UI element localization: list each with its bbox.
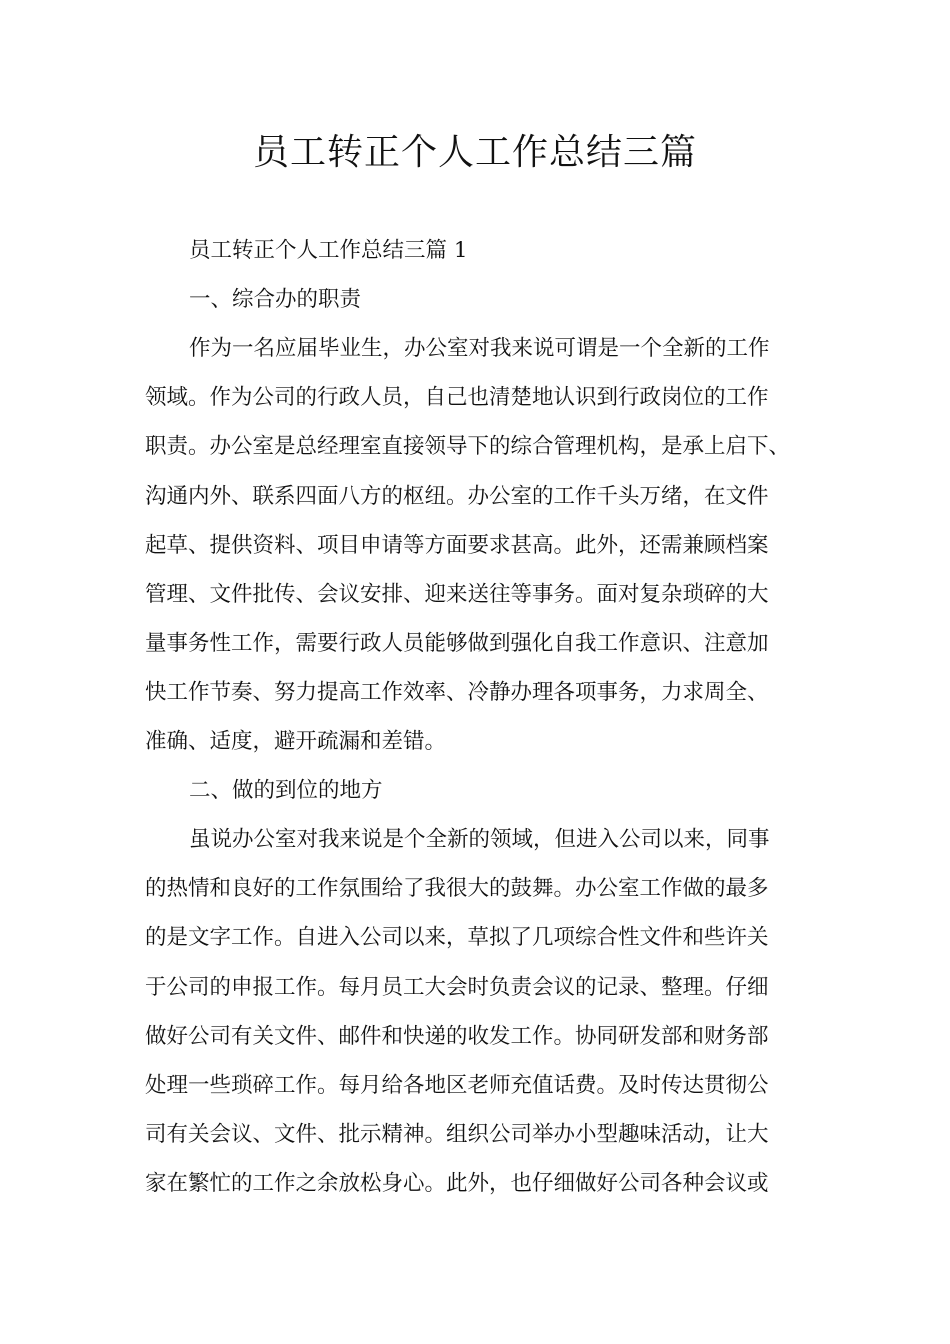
paragraph-line: 作为一名应届毕业生，办公室对我来说可谓是一个全新的工作 (189, 336, 770, 362)
paragraph-line: 的热情和良好的工作氛围给了我很大的鼓舞。办公室工作做的最多 (145, 876, 769, 902)
paragraph-line: 准确、适度，避开疏漏和差错。 (145, 729, 447, 754)
paragraph-line: 的是文字工作。自进入公司以来，草拟了几项综合性文件和些许关 (145, 925, 769, 951)
paragraph-line: 快工作节奏、努力提高工作效率、冷静办理各项事务，力求周全、 (145, 679, 769, 705)
paragraph-line: 做好公司有关文件、邮件和快递的收发工作。协同研发部和财务部 (145, 1023, 769, 1049)
paragraph-line: 家在繁忙的工作之余放松身心。此外，也仔细做好公司各种会议或 (145, 1170, 769, 1196)
paragraph-line: 管理、文件批传、会议安排、迎来送往等事务。面对复杂琐碎的大 (145, 581, 769, 607)
paragraph-line: 于公司的申报工作。每月员工大会时负责会议的记录、整理。仔细 (145, 974, 769, 1000)
paragraph-line: 一、综合办的职责 (189, 287, 362, 313)
paragraph-line: 沟通内外、联系四面八方的枢纽。办公室的工作千头万绪，在文件 (145, 483, 769, 509)
paragraph-line: 领域。作为公司的行政人员，自己也清楚地认识到行政岗位的工作 (145, 385, 769, 411)
paragraph-line: 二、做的到位的地方 (189, 778, 383, 804)
paragraph-line: 虽说办公室对我来说是个全新的领域，但进入公司以来，同事 (189, 827, 770, 853)
document-title: 员工转正个人工作总结三篇 (252, 132, 697, 173)
paragraph-line: 起草、提供资料、项目申请等方面要求甚高。此外，还需兼顾档案 (145, 532, 769, 558)
paragraph-line: 职责。办公室是总经理室直接领导下的综合管理机构，是承上启下、 (145, 434, 791, 460)
paragraph-line: 量事务性工作，需要行政人员能够做到强化自我工作意识、注意加 (145, 630, 769, 656)
paragraph-line: 处理一些琐碎工作。每月给各地区老师充值话费。及时传达贯彻公 (145, 1072, 769, 1098)
paragraph-line: 司有关会议、文件、批示精神。组织公司举办小型趣味活动，让大 (145, 1121, 769, 1147)
paragraph-line: 员工转正个人工作总结三篇 1 (189, 238, 468, 263)
